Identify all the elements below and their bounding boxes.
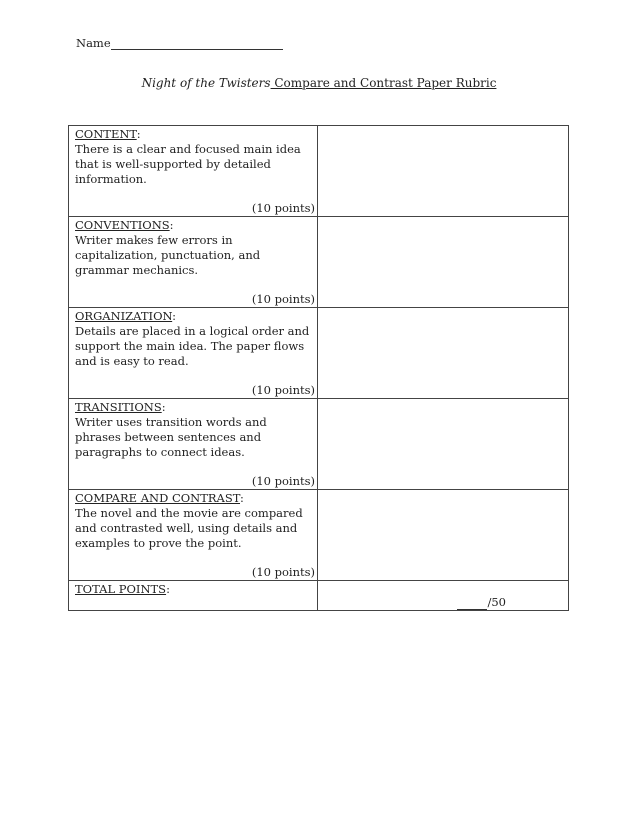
criterion-cell: TRANSITIONS: Writer uses transition words and phrases between sentences and paragraphs to connect ideas. (10 points)	[69, 399, 318, 490]
score-cell[interactable]	[318, 217, 569, 308]
criterion-description: The novel and the movie are compared and contrasted well, using details and examples to prove the point.	[75, 506, 303, 550]
score-cell[interactable]	[318, 308, 569, 399]
criterion-points: (10 points)	[251, 474, 315, 488]
criterion-points: (10 points)	[251, 292, 315, 306]
criterion-points: (10 points)	[251, 201, 315, 215]
total-score-max: /50	[487, 595, 506, 609]
title-book-name: Night of the Twisters	[141, 76, 271, 90]
total-label: TOTAL POINTS	[75, 582, 167, 596]
rubric-row	[69, 399, 569, 490]
rubric-table	[68, 125, 569, 611]
score-cell[interactable]	[318, 399, 569, 490]
name-label: Name	[76, 36, 111, 50]
criterion-description: There is a clear and focused main idea that is well-supported by detailed information.	[75, 142, 301, 186]
criterion-description: Writer makes few errors in capitalization, punctuation, and grammar mechanics.	[75, 233, 261, 277]
rubric-row	[69, 490, 569, 581]
criterion-cell: CONTENT: There is a clear and focused main idea that is well-supported by detailed information. (10 points)	[69, 126, 318, 217]
criterion-points: (10 points)	[251, 383, 315, 397]
score-cell[interactable]	[318, 126, 569, 217]
criterion-cell: CONVENTIONS: Writer makes few errors in capitalization, punctuation, and grammar mechanics. (10 points)	[69, 217, 318, 308]
rubric-row	[69, 308, 569, 399]
total-label-cell: TOTAL POINTS:	[69, 581, 318, 611]
criterion-name: TRANSITIONS	[75, 400, 162, 414]
total-score-cell[interactable]	[318, 581, 569, 611]
page-title	[0, 76, 638, 90]
total-row	[69, 581, 569, 611]
criterion-name: CONTENT	[75, 127, 137, 141]
name-field[interactable]	[76, 36, 283, 50]
criterion-cell: COMPARE AND CONTRAST: The novel and the movie are compared and contrasted well, using details and examples to prove the point. (10 points)	[69, 490, 318, 581]
total-score-blank[interactable]	[457, 598, 487, 610]
criterion-name: CONVENTIONS	[75, 218, 170, 232]
name-blank-line[interactable]	[111, 38, 283, 50]
criterion-name: ORGANIZATION	[75, 309, 173, 323]
rubric-row	[69, 217, 569, 308]
criterion-points: (10 points)	[251, 565, 315, 579]
criterion-name: COMPARE AND CONTRAST	[75, 491, 241, 505]
title-rest: Compare and Contrast Paper Rubric	[270, 76, 497, 90]
rubric-row	[69, 126, 569, 217]
criterion-cell: ORGANIZATION: Details are placed in a logical order and support the main idea. The paper flows and is easy to read. (10 points)	[69, 308, 318, 399]
score-cell[interactable]	[318, 490, 569, 581]
criterion-description: Details are placed in a logical order and support the main idea. The paper flows and is easy to read.	[75, 324, 310, 368]
criterion-description: Writer uses transition words and phrases between sentences and paragraphs to connect ideas.	[75, 415, 267, 459]
